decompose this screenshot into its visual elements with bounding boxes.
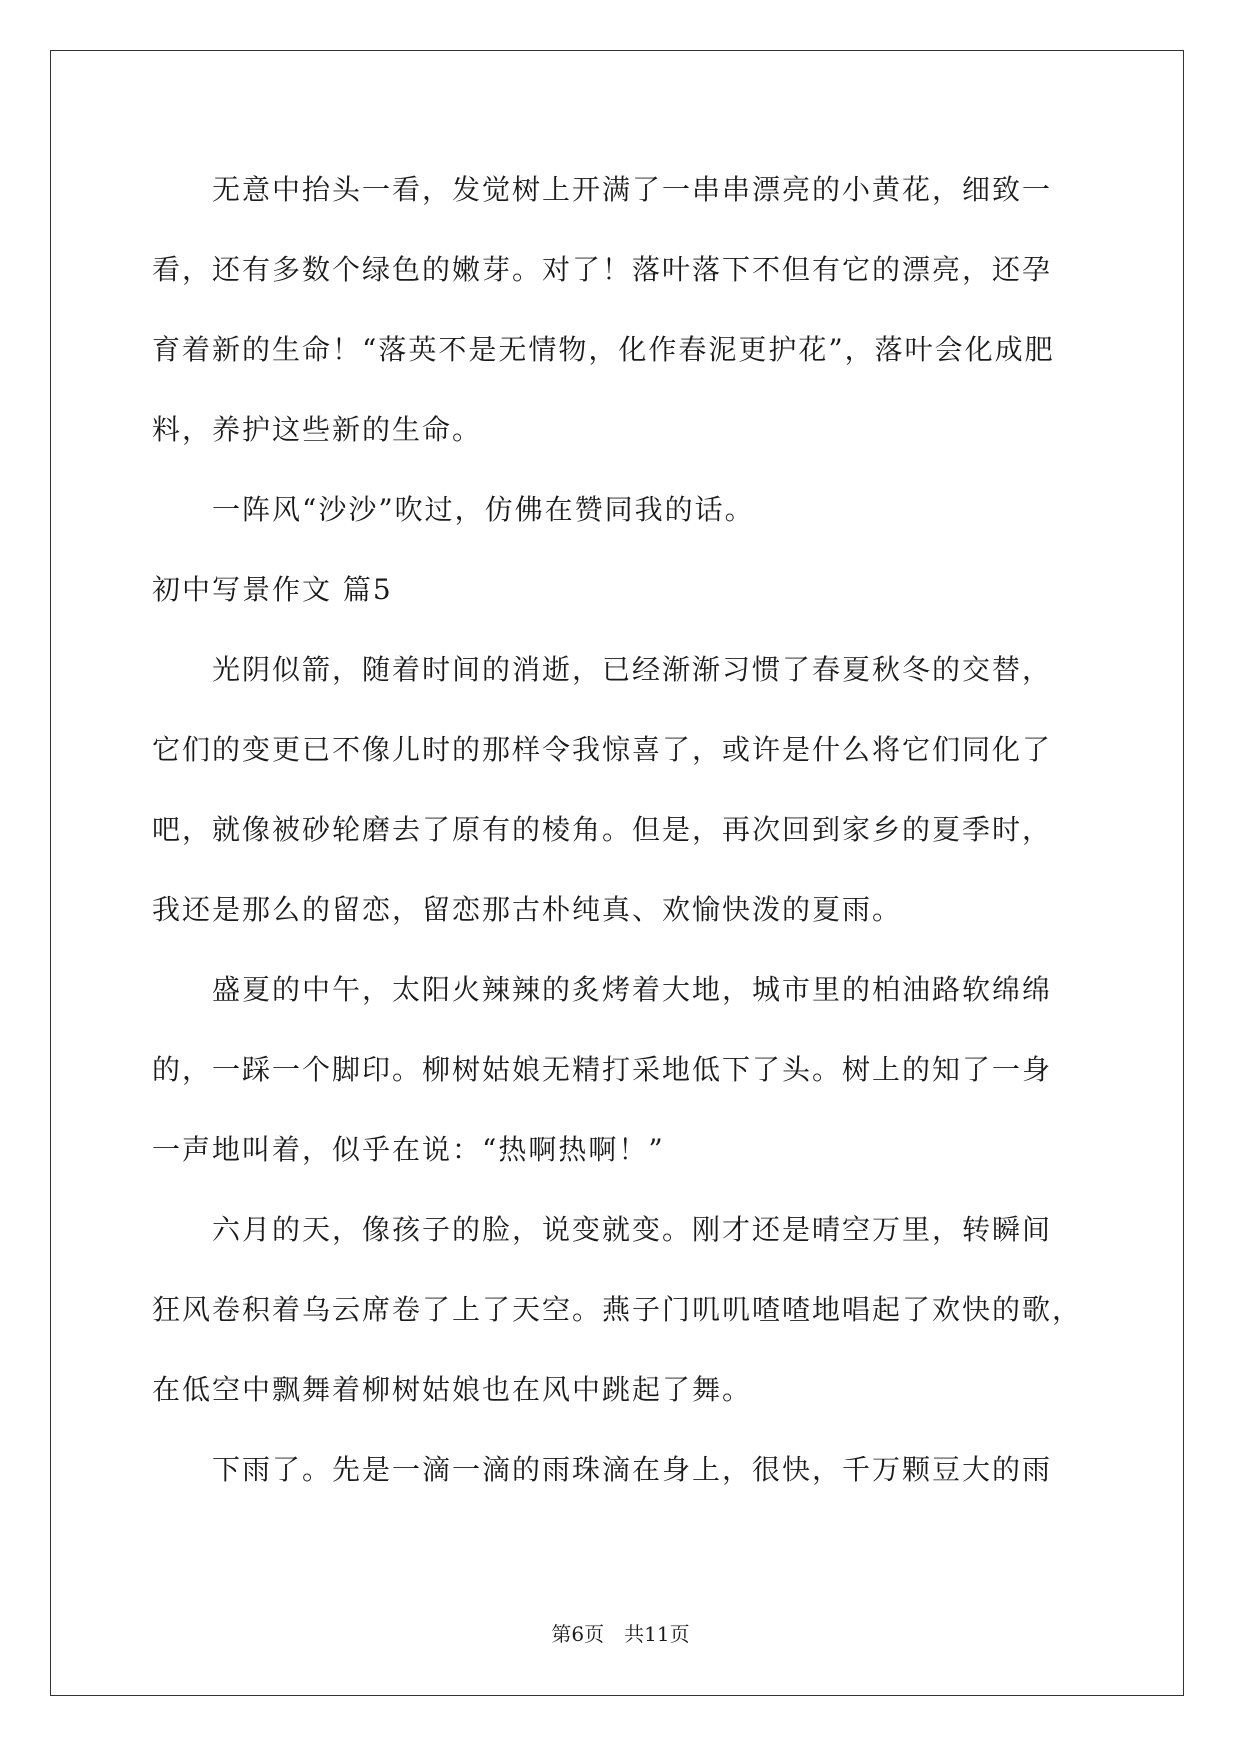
paragraph-6: [152, 1430, 1092, 1510]
paragraph-1: [152, 150, 1092, 470]
text-line: 狂风卷积着乌云席卷了上了天空。燕子门叽叽喳喳地唱起了欢快的歌，: [152, 1293, 1083, 1326]
paragraph-3: [152, 630, 1092, 950]
text-line: 无意中抬头一看，发觉树上开满了一串串漂亮的小黄花，细致一: [152, 173, 1053, 206]
text-line: 看，还有多数个绿色的嫩芽。对了！落叶落下不但有它的漂亮，还孕: [152, 253, 1053, 286]
page-footer: 第6页 共11页: [551, 1622, 690, 1646]
document-body: [152, 150, 1092, 1510]
text-line: 六月的天，像孩子的脸，说变就变。刚才还是晴空万里，转瞬间: [152, 1213, 1053, 1246]
text-line: 一阵风“沙沙”吹过，仿佛在赞同我的话。: [152, 493, 755, 526]
text-line: 在低空中飘舞着柳树姑娘也在风中跳起了舞。: [152, 1373, 753, 1406]
text-line: 料，养护这些新的生命。: [152, 413, 483, 446]
text-line: 它们的变更已不像儿时的那样令我惊喜了，或许是什么将它们同化了: [152, 733, 1053, 766]
text-line: 育着新的生命！“落英不是无情物，化作春泥更护花”，落叶会化成肥: [152, 333, 1055, 366]
paragraph-4: [152, 950, 1092, 1190]
text-line: 吧，就像被砂轮磨去了原有的棱角。但是，再次回到家乡的夏季时，: [152, 813, 1053, 846]
text-line: 盛夏的中午，太阳火辣辣的炙烤着大地，城市里的柏油路软绵绵: [152, 973, 1053, 1006]
text-line: 下雨了。先是一滴一滴的雨珠滴在身上，很快，千万颗豆大的雨: [152, 1453, 1053, 1486]
text-line: 的，一踩一个脚印。柳树姑娘无精打采地低下了头。树上的知了一身: [152, 1053, 1053, 1086]
text-line: 光阴似箭，随着时间的消逝，已经渐渐习惯了春夏秋冬的交替，: [152, 653, 1053, 686]
paragraph-5: [152, 1190, 1092, 1430]
text-line: 我还是那么的留恋，留恋那古朴纯真、欢愉快泼的夏雨。: [152, 893, 903, 926]
text-line: 一声地叫着，似乎在说：“热啊热啊！”: [152, 1133, 665, 1166]
paragraph-2: [152, 470, 1092, 550]
section-heading: 初中写景作文 篇5: [152, 573, 393, 606]
